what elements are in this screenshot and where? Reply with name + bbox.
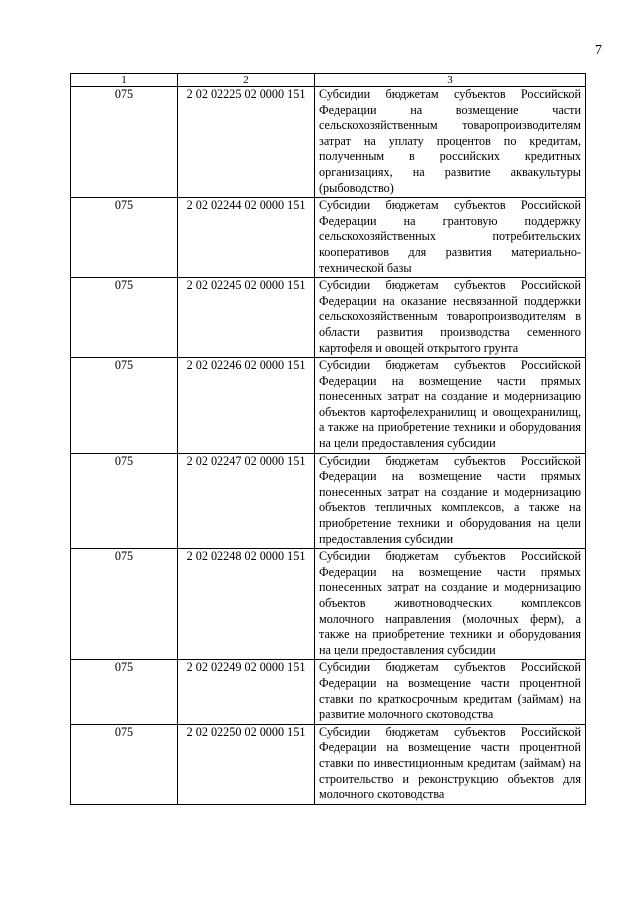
table-row [71,549,586,660]
admin-code-cell: 075 [71,358,178,454]
admin-code-cell: 075 [71,453,178,549]
table-header-row [71,74,586,87]
table-row [71,453,586,549]
admin-code-cell: 075 [71,724,178,804]
description-cell: Субсидии бюджетам субъектов Российской Федерации на грантовую поддержку сельскохозяйственных потребительских кооперативов для развития материально-технической базы [315,198,586,278]
budget-code-cell: 2 02 02249 02 0000 151 [178,660,315,724]
budget-code-cell: 2 02 02250 02 0000 151 [178,724,315,804]
admin-code-cell: 075 [71,660,178,724]
description-cell: Субсидии бюджетам субъектов Российской Федерации на возмещение части сельскохозяйственным товаропроизводителям затрат на уплату процентов по кредитам, полученным в российских кредитных организациях, на развитие аквакультуры (рыбоводство) [315,87,586,198]
admin-code-cell: 075 [71,549,178,660]
table-row [71,198,586,278]
budget-code-cell: 2 02 02245 02 0000 151 [178,278,315,358]
budget-codes-table [70,73,586,805]
table-row [71,278,586,358]
header-col-1: 1 [71,74,178,87]
admin-code-cell: 075 [71,87,178,198]
budget-code-cell: 2 02 02247 02 0000 151 [178,453,315,549]
description-cell: Субсидии бюджетам субъектов Российской Федерации на возмещение части процентной ставки по инвестиционным кредитам (займам) на строительство и реконструкцию объектов для молочного скотоводства [315,724,586,804]
header-col-3: 3 [315,74,586,87]
table-row [71,724,586,804]
admin-code-cell: 075 [71,198,178,278]
table-row [71,87,586,198]
budget-code-cell: 2 02 02244 02 0000 151 [178,198,315,278]
header-col-2: 2 [178,74,315,87]
description-cell: Субсидии бюджетам субъектов Российской Федерации на оказание несвязанной поддержки сельскохозяйственным товаропроизводителям в области развития производства семенного картофеля и овощей открытого грунта [315,278,586,358]
budget-code-cell: 2 02 02248 02 0000 151 [178,549,315,660]
budget-code-cell: 2 02 02246 02 0000 151 [178,358,315,454]
table-row [71,358,586,454]
description-cell: Субсидии бюджетам субъектов Российской Федерации на возмещение части процентной ставки по краткосрочным кредитам (займам) на развитие молочного скотоводства [315,660,586,724]
page-number: 7 [595,43,602,58]
table-row [71,660,586,724]
description-cell: Субсидии бюджетам субъектов Российской Федерации на возмещение части прямых понесенных затрат на создание и модернизацию объектов картофелехранилищ и овощехранилищ, а также на приобретение техники и оборудования на цели предоставления субсидии [315,358,586,454]
admin-code-cell: 075 [71,278,178,358]
description-cell: Субсидии бюджетам субъектов Российской Федерации на возмещение части прямых понесенных затрат на создание и модернизацию объектов тепличных комплексов, а также на приобретение техники и оборудования на цели предоставления субсидии [315,453,586,549]
description-cell: Субсидии бюджетам субъектов Российской Федерации на возмещение части прямых понесенных затрат на создание и модернизацию объектов животноводческих комплексов молочного направления (молочных ферм), а также на приобретение техники и оборудования на цели предоставления субсидии [315,549,586,660]
budget-code-cell: 2 02 02225 02 0000 151 [178,87,315,198]
